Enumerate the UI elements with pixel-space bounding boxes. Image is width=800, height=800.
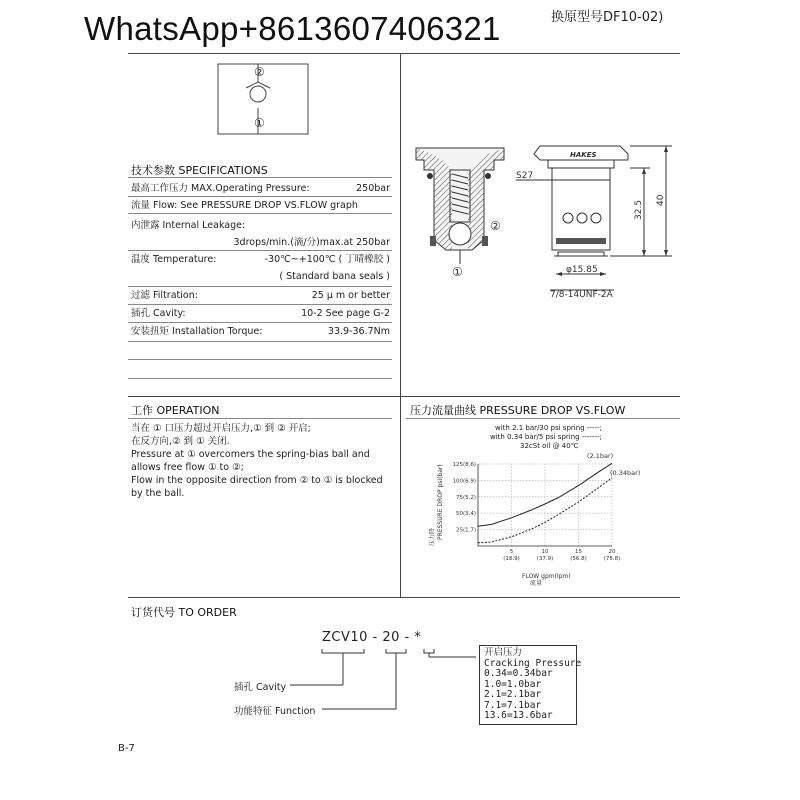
x-tick-sublabel: (37.9) [536, 556, 554, 562]
spec-value: ( Standard bana seals ) [279, 271, 390, 282]
cracking-title-en: Cracking Pressure [484, 657, 582, 669]
dim-40: 40 [656, 194, 666, 206]
y-axis-title-cn: 压力降 [429, 527, 436, 546]
spec-label: 内泄露 Internal Leakage: [131, 220, 246, 231]
spec-rule [128, 304, 392, 305]
x-tick-label: 20 [608, 549, 616, 555]
order-title: 订货代号 TO ORDER [131, 606, 237, 619]
dim-32-5: 32.5 [634, 199, 644, 220]
x-tick-label: 10 [541, 549, 549, 555]
spec-rule [128, 341, 392, 342]
diameter-label: φ15.85 [566, 265, 598, 275]
y-tick-label: 100(6.9) [452, 478, 476, 485]
pressure-drop-chart [430, 450, 670, 600]
x-tick-labels [503, 549, 620, 562]
spec-label: 过滤 Filtration: [131, 290, 198, 301]
spec-value: 33.9-36.7Nm [327, 326, 390, 337]
spec-rule [128, 196, 392, 197]
operation-line: Pressure at ① overcomers the spring-bias ball and [131, 449, 370, 460]
spec-label: 最高工作压力 MAX.Operating Pressure: [131, 183, 310, 194]
spec-label: 插孔 Cavity: [131, 308, 186, 319]
cracking-option: 7.1=7.1bar [484, 699, 542, 711]
brand-label: HAKES [570, 151, 597, 159]
x-axis-title-cn: 流量 [530, 580, 543, 587]
spec-label: 流量 Flow: See PRESSURE DROP VS.FLOW graph [131, 200, 358, 211]
y-tick-label: 75(5.2) [455, 494, 476, 501]
spec-value: 10-2 See page G-2 [301, 308, 390, 319]
x-tick-sublabel: (18.9) [503, 556, 520, 562]
operation-title: 工作 OPERATION [131, 404, 220, 417]
spec-label: 安装扭矩 Installation Torque: [131, 326, 263, 337]
y-tick-label: 125(8.6) [452, 462, 476, 468]
cracking-option: 2.1=2.1bar [484, 689, 542, 700]
operation-line: by the ball. [131, 488, 185, 499]
cracking-option: 13.6=13.6bar [484, 710, 553, 721]
pressure-drop-title: 压力流量曲线 PRESSURE DROP VS.FLOW [410, 404, 626, 417]
spec-rule [128, 250, 392, 251]
spec-value: 3drops/min.(滴/分)max.at 250bar [233, 237, 390, 248]
x-tick-sublabel: (56.8) [570, 556, 587, 562]
operation-line: 在反方向,② 到 ① 关闭. [131, 436, 230, 447]
spec-rule [128, 286, 392, 287]
curve-label-0-34bar: (0.34bar) [610, 469, 641, 477]
valve-dimension-drawing [510, 140, 680, 300]
x-axis-title-en: FLOW gpm(lpm) [522, 573, 571, 580]
cavity-label: 插孔 Cavity [234, 682, 287, 693]
operation-line: Flow in the opposite direction from ② to ① is blocked [131, 475, 383, 486]
thread-label: 7/8-14UNF-2A [550, 290, 613, 300]
section-port1: ① [452, 265, 463, 279]
legend-line-2: with 0.34 bar/5 psi spring -------; [490, 433, 602, 441]
check-valve-symbol [210, 60, 320, 140]
operation-line: 当在 ① 口压力超过开启压力,① 到 ② 开启; [131, 423, 311, 434]
spec-value: -30℃~+100℃ ( 丁晴橡胶 ) [264, 254, 390, 265]
operation-rule [128, 418, 392, 419]
hex-label: S27 [516, 171, 534, 181]
curve-label-2-1bar: (2.1bar) [587, 452, 614, 460]
legend-line-3: 32cSt oil @ 40℃ [520, 442, 579, 450]
y-tick-label: 25(1.7) [455, 527, 476, 534]
spec-rule [128, 378, 392, 379]
whatsapp-watermark: WhatsApp+8613607406321 [84, 10, 501, 47]
cracking-pressure-box [479, 645, 582, 725]
x-tick-sublabel: (75.8) [603, 556, 621, 562]
spec-rule-0 [128, 177, 392, 178]
replace-model-text: 换原型号DF10-02) [551, 10, 664, 25]
pressure-drop-rule [406, 418, 680, 419]
operation-line: allows free flow ① to ②; [131, 462, 244, 473]
cracking-option: 0.34=0.34bar [484, 668, 553, 679]
y-tick-labels [452, 462, 476, 534]
spec-label: 温度 Temperature: [131, 254, 217, 265]
spec-rule [128, 213, 392, 214]
spec-value: 250bar [356, 183, 390, 194]
x-tick-label: 5 [509, 549, 514, 555]
function-label: 功能特征 Function [234, 706, 316, 717]
operation-text [131, 422, 396, 500]
spec-rule [128, 359, 392, 360]
specifications-title: 技术参数 SPECIFICATIONS [131, 164, 268, 177]
middle-rule [128, 396, 680, 397]
order-code: ZCV10 - 20 - * [322, 630, 422, 645]
legend-line-1: with 2.1 bar/30 psi spring -----; [495, 424, 602, 432]
cracking-title-cn: 开启压力 [484, 647, 523, 658]
y-tick-label: 50(3.4) [455, 511, 476, 518]
spec-value: 25 μ m or better [311, 290, 390, 301]
section-port2: ② [490, 219, 501, 233]
y-axis-title-en: PRESSURE DROP psi(bar) [437, 464, 444, 540]
symbol-port2: ② [254, 65, 265, 79]
spec-rule [128, 322, 392, 323]
symbol-port1: ① [254, 116, 265, 130]
cracking-option: 1.0=1.0bar [484, 678, 542, 690]
center-divider [400, 53, 401, 598]
valve-cross-section [412, 140, 512, 280]
page-number: B-7 [118, 743, 135, 754]
x-tick-label: 15 [575, 549, 582, 555]
top-rule [128, 53, 680, 54]
